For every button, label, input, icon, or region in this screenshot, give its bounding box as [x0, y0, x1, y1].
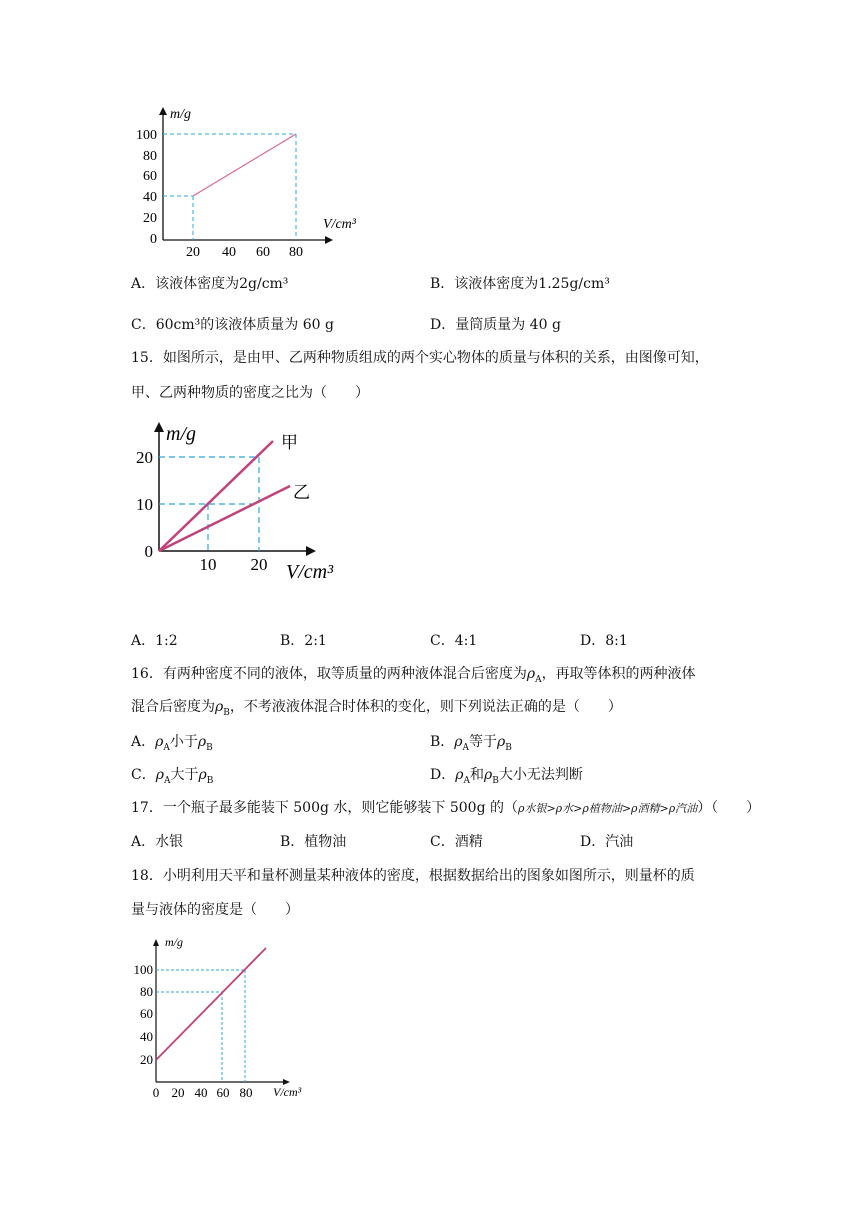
subscript: A: [163, 775, 171, 786]
graph1-xticks: [186, 245, 303, 260]
q16-option-d: [430, 765, 583, 791]
q15-option-b: B．2:1: [280, 633, 327, 649]
ytick: 40: [143, 190, 157, 205]
graph2-xlabel: V/cm³: [286, 561, 334, 583]
graph3-guides: [156, 970, 245, 1082]
ytick: 80: [140, 984, 153, 999]
q16-option-a: [131, 732, 213, 758]
q17-stem: [131, 798, 760, 819]
ytick: 0: [144, 542, 153, 561]
rho-symbol: ρ: [155, 767, 164, 783]
rho-symbol: ρ: [198, 767, 207, 783]
xtick: 40: [222, 245, 236, 260]
ytick: 40: [140, 1029, 153, 1044]
rho-symbol: ρ: [497, 734, 506, 750]
subscript: B: [492, 775, 499, 786]
graph1-yticks: [136, 128, 157, 247]
ytick: 10: [136, 495, 153, 514]
graph2-ylabel: m/g: [166, 423, 196, 445]
subscript: B: [505, 742, 512, 753]
ytick: 20: [143, 211, 157, 226]
option-text: 小于: [169, 734, 198, 750]
graph3-ylabel: m/g: [165, 935, 183, 949]
subscript: B: [223, 707, 230, 718]
series-label-jia: 甲: [281, 433, 298, 452]
subscript: A: [535, 674, 542, 685]
series-label-yi: 乙: [293, 483, 310, 502]
rho-symbol: ρ: [197, 734, 207, 750]
graph3-line: [156, 948, 266, 1060]
q16-stem-line2: [131, 697, 622, 723]
q15-stem-line2: 甲、乙两种物质的密度之比为（ ）: [131, 385, 369, 401]
line-yi: [159, 486, 290, 551]
option-prefix: D．: [430, 767, 456, 783]
option-prefix: B．: [430, 734, 455, 750]
rho-symbol: ρ: [454, 734, 463, 750]
q15-option-d: D．8:1: [580, 633, 628, 649]
q18-stem-line1: 18．小明利用天平和量杯测量某种液体的密度，根据数据给出的图象如图所示，则量杯的质: [131, 868, 695, 884]
subscript: A: [163, 742, 170, 753]
q16-option-b: [430, 732, 512, 758]
xtick: 60: [256, 245, 270, 260]
q16-option-c: [131, 765, 213, 791]
option-text: 等于: [469, 734, 498, 750]
graph1-xlabel: V/cm³: [323, 217, 356, 232]
option-prefix: C．: [131, 767, 156, 783]
rho-symbol: ρ: [526, 666, 536, 682]
q17-option-b: B．植物油: [280, 834, 347, 850]
ytick: 100: [136, 128, 157, 143]
rho-symbol: ρ: [483, 767, 493, 783]
subscript: B: [206, 742, 213, 753]
xtick: 40: [194, 1085, 208, 1100]
line-jia: [159, 441, 273, 551]
q16-text: ，再取等体积的两种液体: [541, 666, 696, 682]
option-text: 和: [469, 767, 484, 783]
graph1-guides: [163, 134, 296, 240]
ytick: 20: [140, 1052, 153, 1067]
mass-volume-graph-1: [125, 100, 385, 260]
ytick: 0: [150, 232, 157, 247]
rho-symbol: ρ: [215, 699, 224, 715]
rho-symbol: ρ: [155, 734, 164, 750]
graph3-xticks: [153, 1085, 253, 1100]
q17-text: ）（ ）: [697, 800, 761, 816]
subscript: B: [206, 775, 214, 786]
q17-option-a: A．水银: [131, 834, 184, 850]
ytick: 100: [133, 962, 153, 977]
q16-text: 16．有两种密度不同的液体，取等质量的两种液体混合后密度为: [131, 666, 527, 682]
q16-text: ，不考液液体混合时体积的变化，则下列说法正确的是（ ）: [229, 699, 622, 715]
q14-option-d: D．量筒质量为 40 g: [430, 317, 561, 333]
option-text: 大于: [170, 767, 199, 783]
graph1-line: [193, 134, 296, 196]
q16-text: 混合后密度为: [131, 699, 215, 715]
ytick: 20: [136, 448, 153, 467]
option-prefix: A．: [131, 734, 156, 750]
q17-option-c: C．酒精: [430, 834, 483, 850]
graph2-xticks: [200, 555, 268, 574]
mass-volume-graph-3: [125, 932, 325, 1107]
ytick: 60: [143, 169, 157, 184]
xtick: 60: [216, 1085, 230, 1100]
q14-option-a: A．该液体密度为2g/cm³: [131, 276, 289, 292]
graph3-yticks: [134, 962, 154, 1067]
xtick: 20: [171, 1085, 185, 1100]
ytick: 80: [143, 149, 157, 164]
graph1-ylabel: m/g: [170, 107, 191, 122]
subscript: A: [463, 775, 470, 786]
q18-stem-line2: 量与液体的密度是（ ）: [131, 902, 299, 918]
xtick: 80: [289, 245, 303, 260]
graph2-yticks: [136, 448, 153, 561]
q14-option-b: B．该液体密度为1.25g/cm³: [430, 276, 610, 292]
rho-symbol: ρ: [455, 767, 464, 783]
ytick: 60: [140, 1006, 153, 1021]
subscript: A: [462, 742, 470, 753]
q15-option-c: C．4:1: [430, 633, 478, 649]
graph1-axes: [159, 107, 333, 244]
q15-option-a: A．1:2: [131, 633, 178, 649]
xtick: 20: [186, 245, 200, 260]
q15-stem-line1: 15．如图所示，是由甲、乙两种物质组成的两个实心物体的质量与体积的关系，由图像可知，: [131, 350, 709, 366]
q16-stem-line1: [131, 664, 696, 690]
q14-option-c: C．60cm³的该液体质量为 60 g: [131, 317, 334, 333]
q17-option-d: D．汽油: [580, 834, 634, 850]
xtick: 20: [250, 555, 268, 574]
xtick: 10: [199, 555, 217, 574]
option-text: 大小无法判断: [498, 767, 583, 783]
graph3-xlabel: V/cm³: [273, 1085, 302, 1099]
mass-volume-graph-2: [128, 418, 368, 588]
density-order: ρ水银>ρ水>ρ植物油>ρ酒精>ρ汽油: [517, 802, 698, 815]
xtick: 80: [239, 1085, 253, 1100]
q17-text: 17．一个瓶子最多能装下 500g 水，则它能够装下 500g 的（: [131, 800, 518, 816]
xtick: 0: [152, 1085, 160, 1100]
